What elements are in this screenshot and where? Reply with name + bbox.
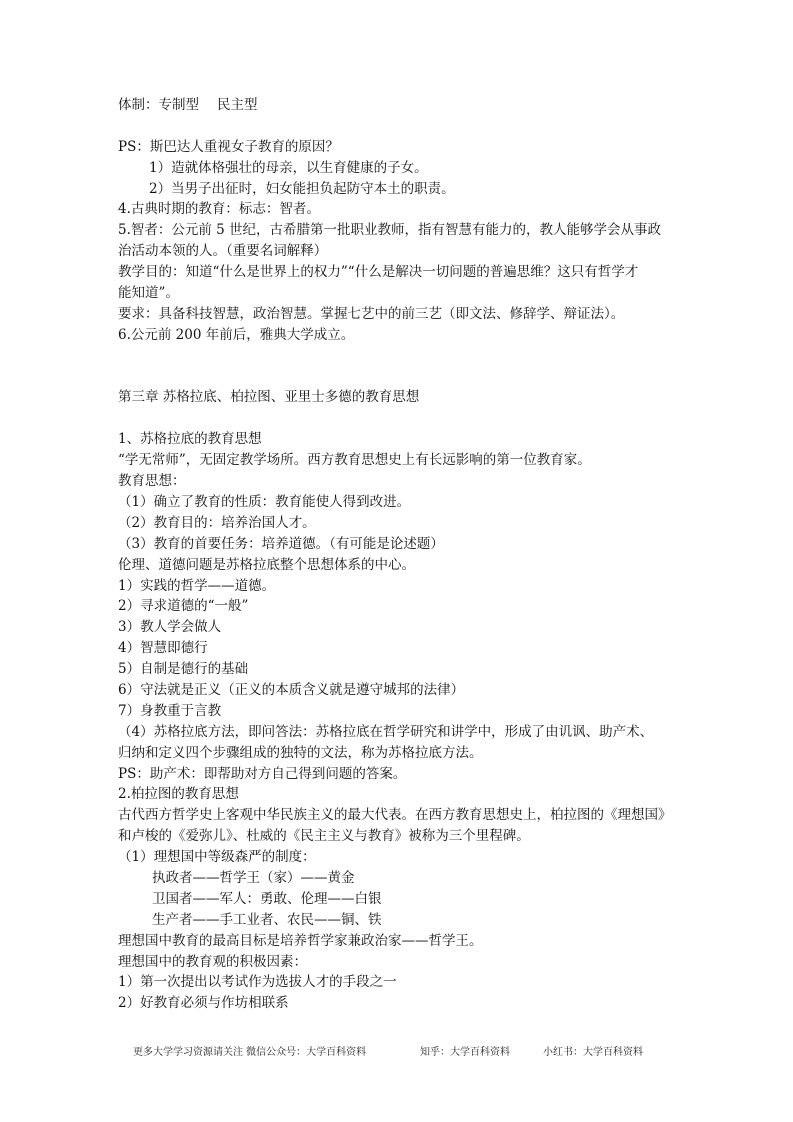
text-line: 5）自制是德行的基础 <box>118 661 249 678</box>
text-line: 6）守法就是正义（正义的本质含义就是遵守城邦的法律） <box>118 681 465 698</box>
text-line: 7）身教重于言教 <box>118 702 222 719</box>
text-span: 民主型 <box>217 97 258 113</box>
text-line: 1）造就体格强壮的母亲，以生育健康的子女。 <box>149 159 428 176</box>
text-line: 5.智者：公元前 5 世纪，古希腊第一批职业教师，指有智慧有能力的，教人能够学会从事政 <box>118 222 662 239</box>
footer-wechat: 更多大学学习资源请关注 微信公众号：大学百科资料 <box>133 1047 367 1058</box>
text-line: PS：助产术：即帮助对方自己得到问题的答案。 <box>118 765 407 782</box>
text-line: “学无常师”，无固定教学场所。西方教育思想史上有长远影响的第一位教育家。 <box>118 452 591 469</box>
text-line: （3）教育的首要任务：培养道德。（有可能是论述题） <box>118 535 444 552</box>
text-line: 2）寻求道德的“一般” <box>118 598 249 615</box>
text-line: （4）苏格拉底方法，即问答法：苏格拉底在哲学研究和讲学中，形成了由讥讽、助产术、 <box>118 723 654 740</box>
text-span: 体制：专制型 <box>118 97 199 113</box>
text-line: 归纳和定义四个步骤组成的独特的文法，称为苏格拉底方法。 <box>118 744 483 761</box>
text-line: 理想国中的教育观的积极因素： <box>118 953 307 970</box>
text-line: 能知道”。 <box>118 285 179 302</box>
text-line: （1）确立了教育的性质：教育能使人得到改进。 <box>118 493 411 510</box>
text-line: 1）第一次提出以考试作为选拔人才的手段之一 <box>118 974 397 991</box>
text-line: 伦理、道德问题是苏格拉底整个思想体系的中心。 <box>118 556 415 573</box>
text-line: 生产者——手工业者、农民——铜、铁 <box>152 911 382 928</box>
text-line: 教学目的：知道“什么是世界上的权力”“什么是解决一切问题的普遍思维？这只有哲学才 <box>118 264 639 281</box>
text-line: 治活动本领的人。（重要名词解释） <box>118 243 328 260</box>
text-line: 古代西方哲学史上客观中华民族主义的最大代表。在西方教育思想史上，柏拉图的《理想国》 <box>118 807 672 824</box>
text-line: 和卢梭的《爱弥儿》、杜威的《民主主义与教育》被称为三个里程碑。 <box>118 828 530 845</box>
chapter-heading: 第三章 苏格拉底、柏拉图、亚里士多德的教育思想 <box>118 389 420 406</box>
text-line: 4）智慧即德行 <box>118 640 208 657</box>
text-line: （1）理想国中等级森严的制度： <box>118 849 316 866</box>
section-heading: 2.柏拉图的教育思想 <box>118 786 239 803</box>
section-heading: 1、苏格拉底的教育思想 <box>118 431 262 448</box>
text-line: 1）实践的哲学——道德。 <box>118 577 276 594</box>
text-line: 2）好教育必须与作坊相联系 <box>118 995 289 1012</box>
text-line: 2）当男子出征时，妇女能担负起防守本土的职责。 <box>149 180 455 197</box>
text-line: 4.古典时期的教育：标志：智者。 <box>118 201 320 218</box>
text-line: 6.公元前 200 年前后，雅典大学成立。 <box>118 326 355 343</box>
text-line <box>118 95 688 116</box>
text-line: 理想国中教育的最高目标是培养哲学家兼政治家——哲学王。 <box>118 932 483 949</box>
footer-zhihu: 知乎：大学百科资料 <box>420 1047 510 1058</box>
text-line: 卫国者——军人：勇敢、伦理——白银 <box>152 890 382 907</box>
footer-xiaohongshu: 小红书：大学百科资料 <box>543 1047 643 1058</box>
text-line: 执政者——哲学王（家）——黄金 <box>152 869 355 886</box>
text-line: （2）教育目的：培养治国人才。 <box>118 514 316 531</box>
text-line: 要求：具备科技智慧，政治智慧。掌握七艺中的前三艺（即文法、修辞学、辩证法）。 <box>118 305 625 322</box>
text-line: 3）教人学会做人 <box>118 619 222 636</box>
text-line: PS：斯巴达人重视女子教育的原因？ <box>118 138 339 155</box>
text-line: 教育思想： <box>118 473 186 490</box>
document-body <box>118 95 688 1014</box>
